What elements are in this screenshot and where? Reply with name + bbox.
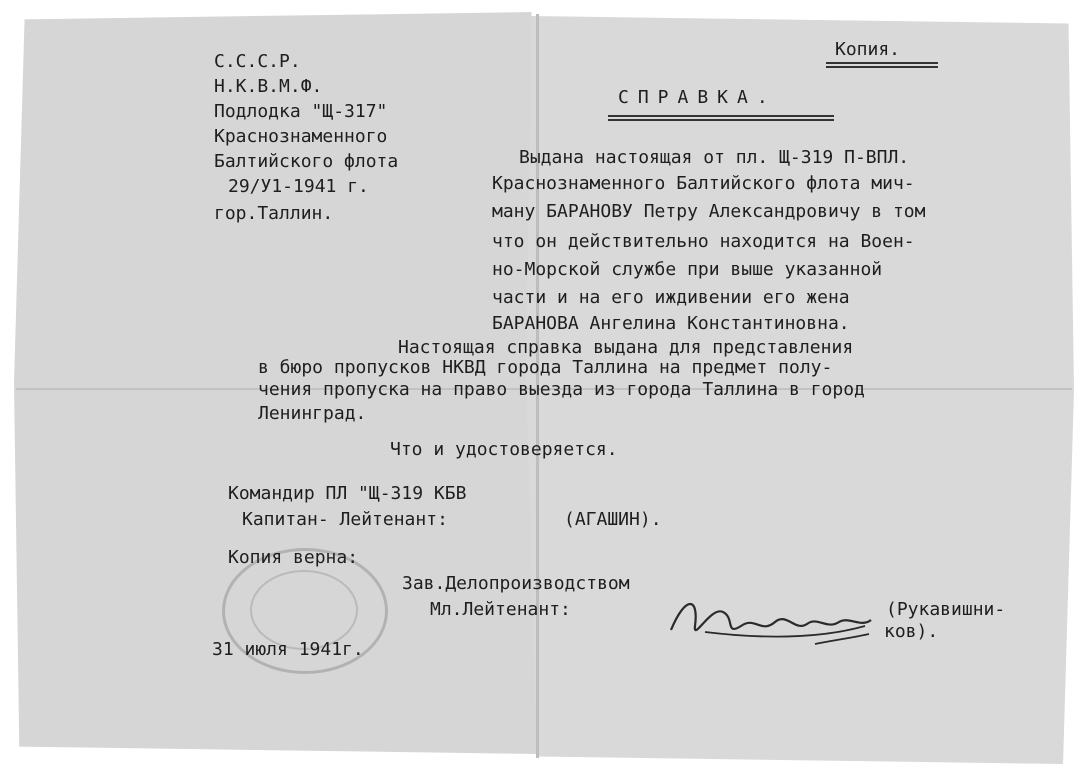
body-line-6: части и на его иждивении его жена bbox=[492, 287, 850, 308]
document-date: 31 июля 1941г. bbox=[212, 639, 364, 660]
body-line-5: но-Морской службе при выше указанной bbox=[492, 259, 883, 280]
document-title: СПРАВКА. bbox=[618, 87, 777, 108]
certification-line: Что и удостоверяется. bbox=[390, 439, 618, 460]
body-line-7: БАРАНОВА Ангелина Константиновна. bbox=[492, 313, 850, 334]
commander-name: (АГАШИН). bbox=[564, 509, 662, 530]
purpose-line-3: чения пропуска на право выезда из города Таллина в город bbox=[258, 379, 865, 400]
header-line-city: гор.Таллин. bbox=[214, 203, 334, 224]
header-line-fleet: Балтийского флота bbox=[214, 151, 399, 172]
copy-true-label: Копия верна: bbox=[228, 547, 359, 568]
header-line-submarine: Подлодка "Щ-317" bbox=[214, 101, 388, 122]
body-line-3: ману БАРАНОВУ Петру Александровичу в том bbox=[492, 201, 926, 222]
purpose-line-4: Ленинград. bbox=[258, 403, 367, 424]
clerk-name-part-2: ков). bbox=[884, 621, 939, 642]
commander-title: Командир ПЛ "Щ-319 КБВ bbox=[228, 483, 467, 504]
body-line-2: Краснознаменного Балтийского флота мич- bbox=[492, 173, 915, 194]
body-line-4: что он действительно находится на Воен- bbox=[492, 231, 915, 252]
title-underline bbox=[608, 115, 834, 121]
body-line-1: Выдана настоящая от пл. Щ-319 П-ВПЛ. bbox=[519, 147, 910, 168]
purpose-line-1: Настоящая справка выдана для представления bbox=[398, 337, 854, 358]
clerk-title: Зав.Делопроизводством bbox=[402, 573, 630, 594]
handwritten-signature bbox=[665, 586, 885, 656]
header-line-ussr: С.С.С.Р. bbox=[214, 51, 301, 72]
copy-mark-underline bbox=[826, 62, 938, 68]
copy-mark: Копия. bbox=[835, 39, 901, 60]
header-line-red-banner: Краснознаменного bbox=[214, 126, 388, 147]
clerk-name-part-1: (Рукавишни- bbox=[886, 599, 1006, 620]
clerk-rank: Мл.Лейтенант: bbox=[430, 599, 571, 620]
header-line-date: 29/У1-1941 г. bbox=[228, 176, 369, 197]
header-line-nkvmf: Н.К.В.М.Ф. bbox=[214, 76, 323, 97]
commander-rank: Капитан- Лейтенант: bbox=[242, 509, 448, 530]
purpose-line-2: в бюро пропусков НКВД города Таллина на предмет полу- bbox=[258, 357, 833, 378]
